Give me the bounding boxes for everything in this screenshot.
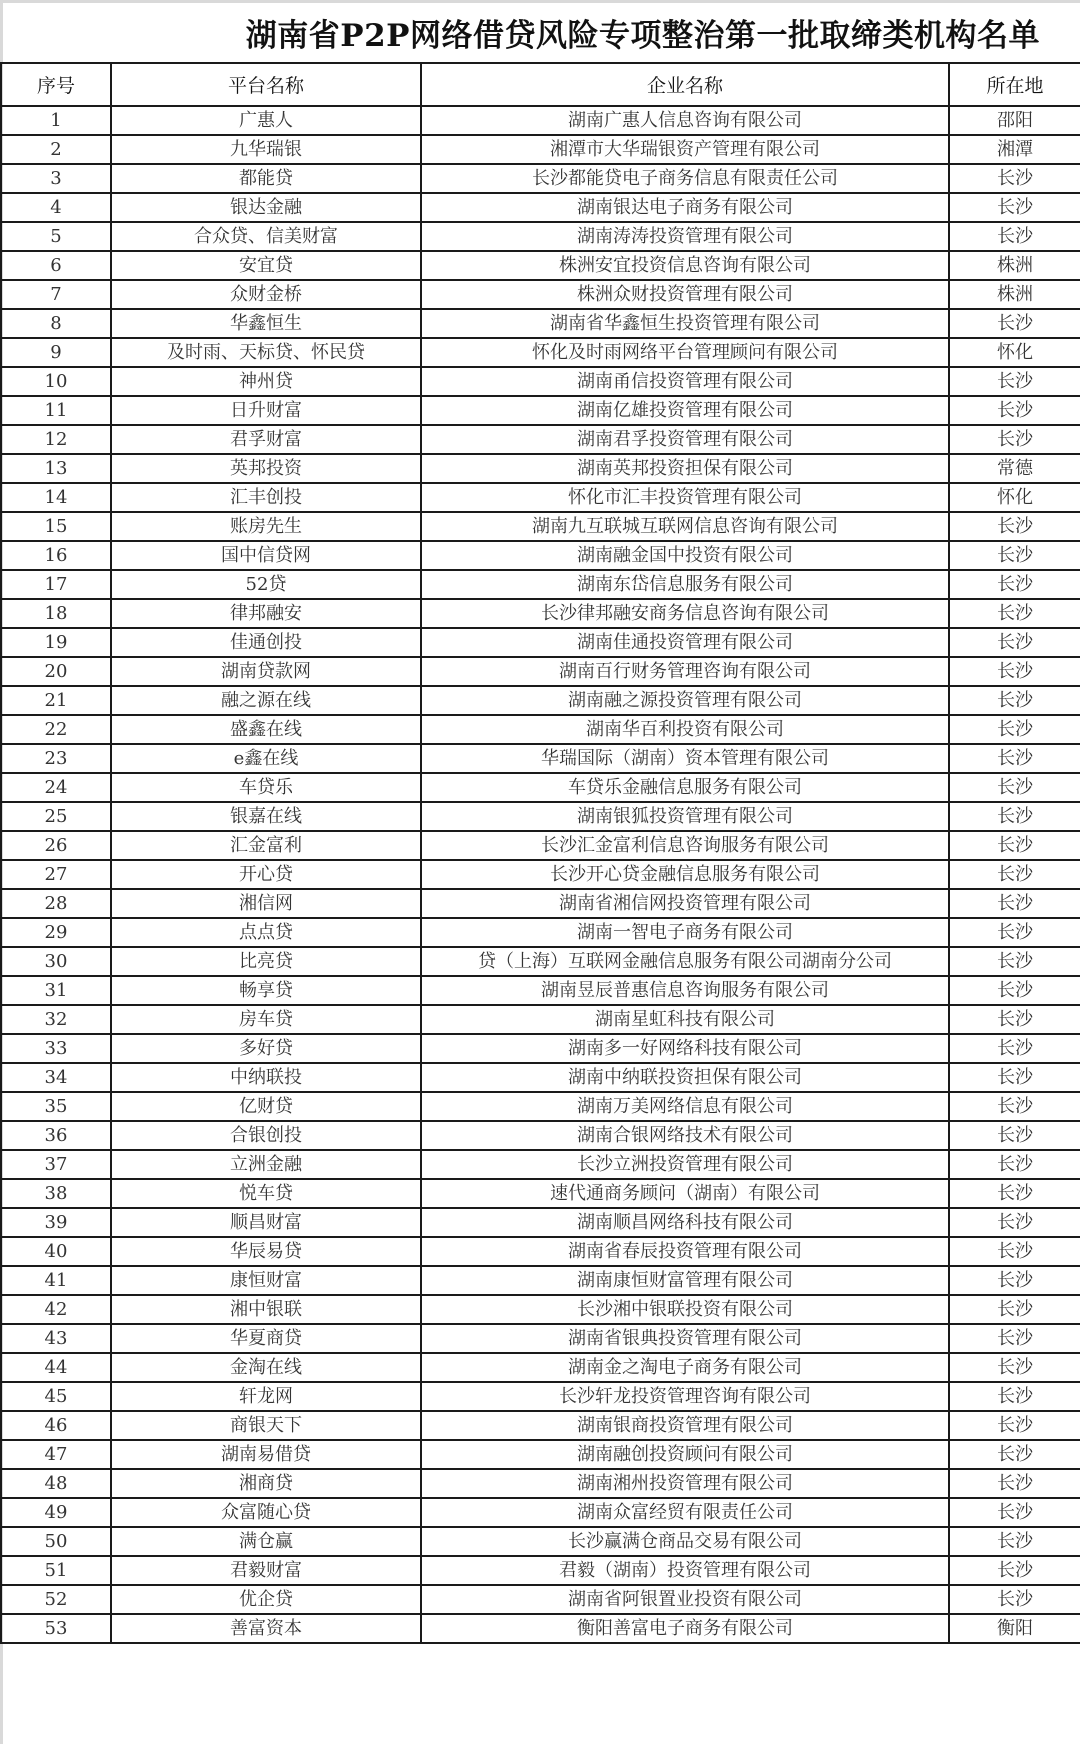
cell-city: 长沙: [949, 541, 1080, 570]
cell-no: 34: [1, 1063, 111, 1092]
cell-platform: 多好贷: [111, 1034, 421, 1063]
cell-no: 46: [1, 1411, 111, 1440]
cell-company: 湖南百行财务管理咨询有限公司: [421, 657, 949, 686]
cell-company: 湖南银商投资管理有限公司: [421, 1411, 949, 1440]
cell-company: 湖南顺昌网络科技有限公司: [421, 1208, 949, 1237]
cell-city: 长沙: [949, 1208, 1080, 1237]
cell-platform: 52贷: [111, 570, 421, 599]
table-row: [1, 599, 1080, 628]
cell-platform: 湘信网: [111, 889, 421, 918]
cell-platform: 悦车贷: [111, 1179, 421, 1208]
table-row: [1, 309, 1080, 338]
cell-platform: 佳通创投: [111, 628, 421, 657]
cell-platform: 房车贷: [111, 1005, 421, 1034]
table-row: [1, 860, 1080, 889]
cell-city: 长沙: [949, 860, 1080, 889]
cell-city: 长沙: [949, 1034, 1080, 1063]
cell-company: 湖南湘州投资管理有限公司: [421, 1469, 949, 1498]
cell-city: 长沙: [949, 744, 1080, 773]
cell-platform: 华夏商贷: [111, 1324, 421, 1353]
cell-no: 45: [1, 1382, 111, 1411]
table-row: [1, 483, 1080, 512]
cell-city: 株洲: [949, 251, 1080, 280]
cell-city: 长沙: [949, 1353, 1080, 1382]
cell-no: 11: [1, 396, 111, 425]
cell-no: 47: [1, 1440, 111, 1469]
cell-platform: 银达金融: [111, 193, 421, 222]
cell-platform: 众财金桥: [111, 280, 421, 309]
table-row: [1, 1614, 1080, 1643]
cell-platform: 湖南贷款网: [111, 657, 421, 686]
cell-no: 2: [1, 135, 111, 164]
table-row: [1, 512, 1080, 541]
cell-no: 21: [1, 686, 111, 715]
cell-company: 长沙都能贷电子商务信息有限责任公司: [421, 164, 949, 193]
cell-no: 16: [1, 541, 111, 570]
cell-no: 12: [1, 425, 111, 454]
cell-city: 衡阳: [949, 1614, 1080, 1643]
table-row: [1, 1324, 1080, 1353]
cell-company: 湖南省湘信网投资管理有限公司: [421, 889, 949, 918]
table-row: [1, 889, 1080, 918]
cell-city: 怀化: [949, 338, 1080, 367]
cell-platform: 账房先生: [111, 512, 421, 541]
cell-no: 33: [1, 1034, 111, 1063]
cell-platform: 比亮贷: [111, 947, 421, 976]
cell-company: 贷（上海）互联网金融信息服务有限公司湖南分公司: [421, 947, 949, 976]
cell-platform: 点点贷: [111, 918, 421, 947]
cell-city: 长沙: [949, 1295, 1080, 1324]
cell-platform: 商银天下: [111, 1411, 421, 1440]
cell-city: 长沙: [949, 425, 1080, 454]
cell-city: 长沙: [949, 1266, 1080, 1295]
cell-platform: 安宜贷: [111, 251, 421, 280]
cell-platform: 开心贷: [111, 860, 421, 889]
cell-company: 湖南亿雄投资管理有限公司: [421, 396, 949, 425]
cell-platform: 立洲金融: [111, 1150, 421, 1179]
cell-company: 湖南融创投资顾问有限公司: [421, 1440, 949, 1469]
cell-company: 车贷乐金融信息服务有限公司: [421, 773, 949, 802]
cell-platform: 国中信贷网: [111, 541, 421, 570]
cell-city: 长沙: [949, 222, 1080, 251]
cell-company: 株洲安宜投资信息咨询有限公司: [421, 251, 949, 280]
cell-company: 株洲众财投资管理有限公司: [421, 280, 949, 309]
table-row: [1, 135, 1080, 164]
cell-city: 长沙: [949, 947, 1080, 976]
table-row: [1, 1440, 1080, 1469]
table-row: [1, 976, 1080, 1005]
cell-city: 长沙: [949, 976, 1080, 1005]
cell-no: 3: [1, 164, 111, 193]
cell-no: 6: [1, 251, 111, 280]
table-header-row: [1, 63, 1080, 106]
cell-no: 8: [1, 309, 111, 338]
table-row: [1, 1237, 1080, 1266]
cell-no: 27: [1, 860, 111, 889]
cell-platform: 合众贷、信美财富: [111, 222, 421, 251]
cell-platform: 湘中银联: [111, 1295, 421, 1324]
cell-platform: 畅享贷: [111, 976, 421, 1005]
cell-platform: 盛鑫在线: [111, 715, 421, 744]
document-title: 湖南省P2P网络借贷风险专项整治第一批取缔类机构名单: [245, 18, 1040, 54]
cell-platform: 华鑫恒生: [111, 309, 421, 338]
cell-no: 40: [1, 1237, 111, 1266]
cell-platform: 康恒财富: [111, 1266, 421, 1295]
table-row: [1, 541, 1080, 570]
institution-table: [0, 62, 1080, 1644]
cell-no: 20: [1, 657, 111, 686]
cell-company: 湖南东岱信息服务有限公司: [421, 570, 949, 599]
cell-company: 华瑞国际（湖南）资本管理有限公司: [421, 744, 949, 773]
cell-platform: 汇金富利: [111, 831, 421, 860]
table-row: [1, 1585, 1080, 1614]
cell-company: 湖南甬信投资管理有限公司: [421, 367, 949, 396]
cell-city: 长沙: [949, 1382, 1080, 1411]
cell-no: 30: [1, 947, 111, 976]
cell-city: 长沙: [949, 773, 1080, 802]
table-body: [1, 106, 1080, 1643]
cell-no: 25: [1, 802, 111, 831]
table-row: [1, 367, 1080, 396]
cell-company: 长沙立洲投资管理有限公司: [421, 1150, 949, 1179]
cell-platform: 合银创投: [111, 1121, 421, 1150]
table-row: [1, 628, 1080, 657]
table-row: [1, 454, 1080, 483]
table-row: [1, 1498, 1080, 1527]
cell-no: 31: [1, 976, 111, 1005]
cell-company: 湖南万美网络信息有限公司: [421, 1092, 949, 1121]
cell-no: 14: [1, 483, 111, 512]
table-row: [1, 396, 1080, 425]
cell-city: 长沙: [949, 570, 1080, 599]
table-row: [1, 1150, 1080, 1179]
cell-platform: 车贷乐: [111, 773, 421, 802]
cell-no: 24: [1, 773, 111, 802]
cell-platform: 金淘在线: [111, 1353, 421, 1382]
cell-city: 邵阳: [949, 106, 1080, 135]
cell-platform: 英邦投资: [111, 454, 421, 483]
cell-no: 15: [1, 512, 111, 541]
cell-company: 湖南一智电子商务有限公司: [421, 918, 949, 947]
cell-city: 常德: [949, 454, 1080, 483]
cell-platform: e鑫在线: [111, 744, 421, 773]
cell-platform: 神州贷: [111, 367, 421, 396]
cell-city: 长沙: [949, 889, 1080, 918]
cell-company: 长沙律邦融安商务信息咨询有限公司: [421, 599, 949, 628]
cell-platform: 善富资本: [111, 1614, 421, 1643]
cell-company: 长沙汇金富利信息咨询服务有限公司: [421, 831, 949, 860]
cell-platform: 广惠人: [111, 106, 421, 135]
cell-no: 50: [1, 1527, 111, 1556]
cell-city: 长沙: [949, 715, 1080, 744]
table-row: [1, 802, 1080, 831]
table-row: [1, 1092, 1080, 1121]
cell-company: 湖南省华鑫恒生投资管理有限公司: [421, 309, 949, 338]
cell-city: 长沙: [949, 1469, 1080, 1498]
cell-city: 长沙: [949, 396, 1080, 425]
table-row: [1, 1469, 1080, 1498]
cell-company: 湖南君孚投资管理有限公司: [421, 425, 949, 454]
cell-platform: 九华瑞银: [111, 135, 421, 164]
cell-no: 52: [1, 1585, 111, 1614]
cell-company: 湖南佳通投资管理有限公司: [421, 628, 949, 657]
cell-city: 长沙: [949, 164, 1080, 193]
cell-company: 长沙湘中银联投资有限公司: [421, 1295, 949, 1324]
cell-platform: 都能贷: [111, 164, 421, 193]
cell-city: 长沙: [949, 367, 1080, 396]
cell-no: 42: [1, 1295, 111, 1324]
cell-platform: 华辰易贷: [111, 1237, 421, 1266]
table-row: [1, 1005, 1080, 1034]
cell-company: 湖南昱辰普惠信息咨询服务有限公司: [421, 976, 949, 1005]
cell-company: 湖南省阿银置业投资有限公司: [421, 1585, 949, 1614]
cell-company: 湖南多一好网络科技有限公司: [421, 1034, 949, 1063]
header-company: 企业名称: [421, 63, 949, 106]
cell-platform: 融之源在线: [111, 686, 421, 715]
cell-no: 51: [1, 1556, 111, 1585]
header-platform: 平台名称: [111, 63, 421, 106]
cell-city: 湘潭: [949, 135, 1080, 164]
cell-company: 湖南星虹科技有限公司: [421, 1005, 949, 1034]
cell-no: 38: [1, 1179, 111, 1208]
cell-company: 湖南九互联城互联网信息咨询有限公司: [421, 512, 949, 541]
cell-platform: 亿财贷: [111, 1092, 421, 1121]
cell-platform: 顺昌财富: [111, 1208, 421, 1237]
cell-city: 长沙: [949, 686, 1080, 715]
cell-company: 速代通商务顾问（湖南）有限公司: [421, 1179, 949, 1208]
cell-no: 5: [1, 222, 111, 251]
cell-no: 48: [1, 1469, 111, 1498]
cell-city: 长沙: [949, 1585, 1080, 1614]
cell-city: 长沙: [949, 512, 1080, 541]
cell-no: 41: [1, 1266, 111, 1295]
title-bar: [3, 3, 1080, 62]
cell-company: 湖南省春辰投资管理有限公司: [421, 1237, 949, 1266]
cell-company: 湖南英邦投资担保有限公司: [421, 454, 949, 483]
table-row: [1, 106, 1080, 135]
table-row: [1, 1208, 1080, 1237]
table-row: [1, 425, 1080, 454]
cell-no: 10: [1, 367, 111, 396]
table-row: [1, 744, 1080, 773]
cell-no: 19: [1, 628, 111, 657]
cell-no: 29: [1, 918, 111, 947]
cell-no: 22: [1, 715, 111, 744]
table-row: [1, 1411, 1080, 1440]
table-row: [1, 280, 1080, 309]
cell-city: 长沙: [949, 599, 1080, 628]
cell-city: 长沙: [949, 1527, 1080, 1556]
cell-city: 长沙: [949, 1498, 1080, 1527]
cell-company: 怀化及时雨网络平台管理顾问有限公司: [421, 338, 949, 367]
cell-company: 湘潭市大华瑞银资产管理有限公司: [421, 135, 949, 164]
cell-no: 53: [1, 1614, 111, 1643]
table-row: [1, 918, 1080, 947]
cell-no: 7: [1, 280, 111, 309]
table-row: [1, 1556, 1080, 1585]
cell-city: 长沙: [949, 918, 1080, 947]
cell-city: 长沙: [949, 1179, 1080, 1208]
table-row: [1, 947, 1080, 976]
cell-platform: 律邦融安: [111, 599, 421, 628]
table-row: [1, 251, 1080, 280]
cell-city: 长沙: [949, 1440, 1080, 1469]
cell-city: 长沙: [949, 657, 1080, 686]
cell-city: 长沙: [949, 1556, 1080, 1585]
cell-company: 湖南银狐投资管理有限公司: [421, 802, 949, 831]
cell-company: 湖南融金国中投资有限公司: [421, 541, 949, 570]
cell-company: 长沙轩龙投资管理咨询有限公司: [421, 1382, 949, 1411]
cell-platform: 众富随心贷: [111, 1498, 421, 1527]
cell-platform: 日升财富: [111, 396, 421, 425]
cell-platform: 君毅财富: [111, 1556, 421, 1585]
cell-city: 长沙: [949, 1005, 1080, 1034]
cell-platform: 及时雨、天标贷、怀民贷: [111, 338, 421, 367]
cell-platform: 银嘉在线: [111, 802, 421, 831]
cell-no: 32: [1, 1005, 111, 1034]
cell-city: 长沙: [949, 831, 1080, 860]
table-row: [1, 193, 1080, 222]
cell-no: 39: [1, 1208, 111, 1237]
cell-company: 君毅（湖南）投资管理有限公司: [421, 1556, 949, 1585]
cell-platform: 轩龙网: [111, 1382, 421, 1411]
cell-company: 湖南众富经贸有限责任公司: [421, 1498, 949, 1527]
cell-platform: 汇丰创投: [111, 483, 421, 512]
cell-company: 湖南涛涛投资管理有限公司: [421, 222, 949, 251]
cell-no: 44: [1, 1353, 111, 1382]
table-row: [1, 773, 1080, 802]
cell-city: 长沙: [949, 802, 1080, 831]
table-row: [1, 338, 1080, 367]
cell-city: 株洲: [949, 280, 1080, 309]
table-row: [1, 570, 1080, 599]
table-row: [1, 1179, 1080, 1208]
cell-city: 长沙: [949, 1150, 1080, 1179]
cell-no: 35: [1, 1092, 111, 1121]
cell-platform: 君孚财富: [111, 425, 421, 454]
header-city: 所在地: [949, 63, 1080, 106]
table-row: [1, 222, 1080, 251]
cell-company: 湖南合银网络技术有限公司: [421, 1121, 949, 1150]
cell-city: 怀化: [949, 483, 1080, 512]
cell-company: 湖南华百利投资有限公司: [421, 715, 949, 744]
cell-city: 长沙: [949, 1092, 1080, 1121]
cell-no: 23: [1, 744, 111, 773]
cell-city: 长沙: [949, 1237, 1080, 1266]
table-row: [1, 1353, 1080, 1382]
cell-no: 49: [1, 1498, 111, 1527]
cell-no: 36: [1, 1121, 111, 1150]
cell-city: 长沙: [949, 1411, 1080, 1440]
cell-platform: 中纳联投: [111, 1063, 421, 1092]
cell-city: 长沙: [949, 1063, 1080, 1092]
cell-no: 1: [1, 106, 111, 135]
table-row: [1, 164, 1080, 193]
table-row: [1, 657, 1080, 686]
cell-city: 长沙: [949, 193, 1080, 222]
cell-no: 9: [1, 338, 111, 367]
cell-platform: 满仓赢: [111, 1527, 421, 1556]
cell-no: 18: [1, 599, 111, 628]
table-row: [1, 1063, 1080, 1092]
cell-company: 湖南融之源投资管理有限公司: [421, 686, 949, 715]
table-row: [1, 831, 1080, 860]
cell-company: 长沙开心贷金融信息服务有限公司: [421, 860, 949, 889]
cell-no: 37: [1, 1150, 111, 1179]
table-row: [1, 686, 1080, 715]
cell-company: 湖南银达电子商务有限公司: [421, 193, 949, 222]
cell-platform: 湘商贷: [111, 1469, 421, 1498]
table-row: [1, 1121, 1080, 1150]
cell-city: 长沙: [949, 628, 1080, 657]
cell-city: 长沙: [949, 309, 1080, 338]
cell-company: 湖南金之淘电子商务有限公司: [421, 1353, 949, 1382]
cell-company: 湖南中纳联投资担保有限公司: [421, 1063, 949, 1092]
cell-city: 长沙: [949, 1121, 1080, 1150]
cell-company: 衡阳善富电子商务有限公司: [421, 1614, 949, 1643]
cell-platform: 优企贷: [111, 1585, 421, 1614]
cell-no: 26: [1, 831, 111, 860]
cell-company: 长沙赢满仓商品交易有限公司: [421, 1527, 949, 1556]
cell-city: 长沙: [949, 1324, 1080, 1353]
table-row: [1, 1034, 1080, 1063]
table-row: [1, 1382, 1080, 1411]
table-row: [1, 1295, 1080, 1324]
table-row: [1, 1527, 1080, 1556]
cell-company: 湖南广惠人信息咨询有限公司: [421, 106, 949, 135]
header-no: 序号: [1, 63, 111, 106]
cell-company: 湖南康恒财富管理有限公司: [421, 1266, 949, 1295]
cell-no: 28: [1, 889, 111, 918]
cell-platform: 湖南易借贷: [111, 1440, 421, 1469]
cell-no: 13: [1, 454, 111, 483]
cell-no: 43: [1, 1324, 111, 1353]
cell-no: 17: [1, 570, 111, 599]
cell-no: 4: [1, 193, 111, 222]
table-row: [1, 1266, 1080, 1295]
cell-company: 湖南省银典投资管理有限公司: [421, 1324, 949, 1353]
cell-company: 怀化市汇丰投资管理有限公司: [421, 483, 949, 512]
table-row: [1, 715, 1080, 744]
